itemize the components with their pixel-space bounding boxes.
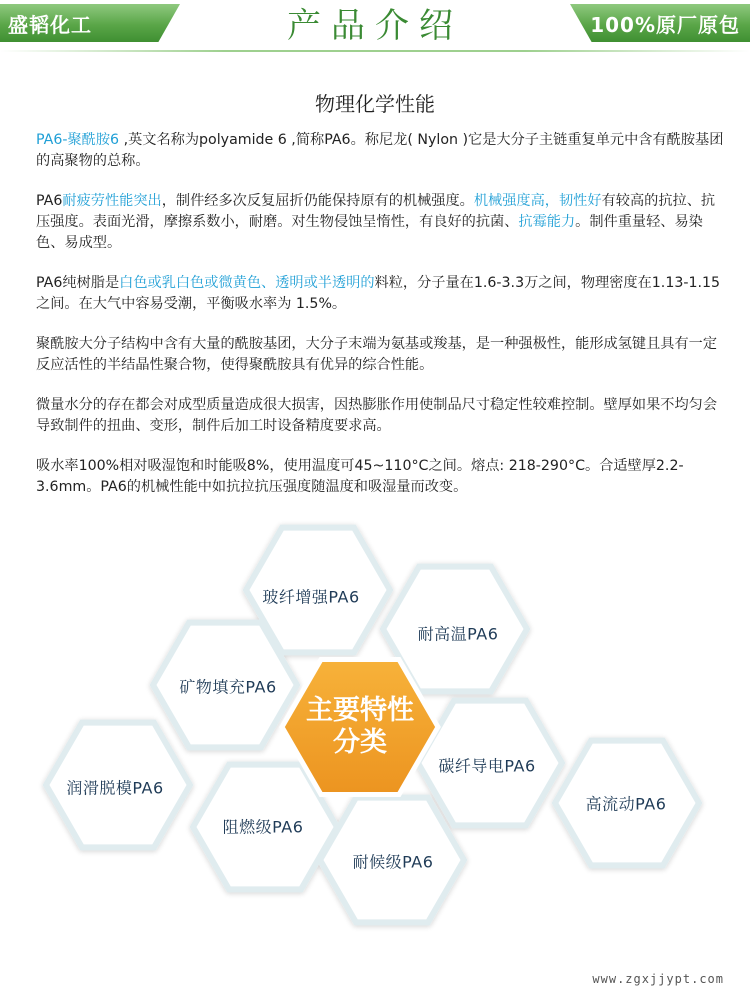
text-segment: 料粒，分子量在1.6-3.3万之间，物理密度在1.13-1.15之间。在大气中容易受潮，平衡吸水率为 1.5%。 xyxy=(36,275,721,312)
page-header xyxy=(0,0,750,58)
hex-label-high-flow: 高流动PA6 xyxy=(585,794,667,814)
brand-name: 盛韬化工 xyxy=(8,13,92,37)
feature-hex-diagram xyxy=(0,495,750,1000)
highlight-antimold: 抗霉能力 xyxy=(518,214,576,230)
text-segment: 。制件重量轻、易染色、易成型。 xyxy=(36,214,703,251)
hex-label-lubricated: 润滑脱模PA6 xyxy=(66,778,164,798)
highlight-strength: 机械强度高，韧性好 xyxy=(473,193,602,209)
text-segment: PA6纯树脂是 xyxy=(36,275,120,291)
paragraph-moisture: 微量水分的存在都会对成型质量造成很大损害，因热膨胀作用使制品尺寸稳定性较难控制。壁厚如果不均匀会导致制件的扭曲、变形，制件后加工时设备精度要求高。 xyxy=(36,397,718,434)
watermark: www.zgxjjypt.com xyxy=(592,972,724,986)
paragraph-mechanical xyxy=(36,191,728,254)
hex-label-weather-resistant: 耐候级PA6 xyxy=(352,852,434,872)
section-title: 物理化学性能 xyxy=(315,92,435,116)
hex-label-glass-fiber: 玻纤增强PA6 xyxy=(262,587,360,607)
page-title: 产品介绍 xyxy=(287,6,463,46)
text-segment: PA6 xyxy=(36,193,63,209)
paragraph-specs: 吸水率100%相对吸湿饱和时能吸8%，使用温度可45~110°C之间。熔点: 218-290°C。合适壁厚2.2-3.6mm。PA6的机械性能中如抗拉抗压强度随温度和吸湿量而改变。 xyxy=(36,458,684,495)
hex-label-flame-retardant: 阻燃级PA6 xyxy=(222,817,304,837)
hex-label-heat-resistant: 耐高温PA6 xyxy=(417,624,499,644)
highlight-fatigue: 耐疲劳性能突出 xyxy=(62,193,162,209)
paragraph-intro xyxy=(36,130,728,172)
text-segment: ,英文名称为polyamide 6 ,简称PA6。称尼龙( Nylon )它是大分子主链重复单元中含有酰胺基团的高聚物的总称。 xyxy=(36,132,724,169)
text-segment: ，制件经多次反复屈折仍能保持原有的机械强度。 xyxy=(161,193,474,209)
center-label: 主要特性分类 xyxy=(306,695,414,758)
paragraph-structure: 聚酰胺大分子结构中含有大量的酰胺基团，大分子末端为氨基或羧基，是一种强极性，能形成氢键且具有一定反应活性的半结晶性聚合物，使得聚酰胺具有优异的综合性能。 xyxy=(36,336,718,373)
hex-label-carbon-conductive: 碳纤导电PA6 xyxy=(438,756,536,776)
paragraph-resin xyxy=(36,273,728,315)
original-package-badge: 100%原厂原包 xyxy=(590,13,740,37)
header-divider xyxy=(0,50,750,52)
text-segment: 有较高的抗拉、抗压强度。表面光滑，摩擦系数小，耐磨。对生物侵蚀呈惰性，有良好的抗菌、 xyxy=(36,193,716,230)
description-text xyxy=(36,130,728,517)
hex-label-mineral-filled: 矿物填充PA6 xyxy=(179,677,277,697)
highlight-color: 白色或乳白色或微黄色、透明或半透明的 xyxy=(119,275,375,291)
highlight-name: PA6-聚酰胺6 xyxy=(36,132,120,148)
